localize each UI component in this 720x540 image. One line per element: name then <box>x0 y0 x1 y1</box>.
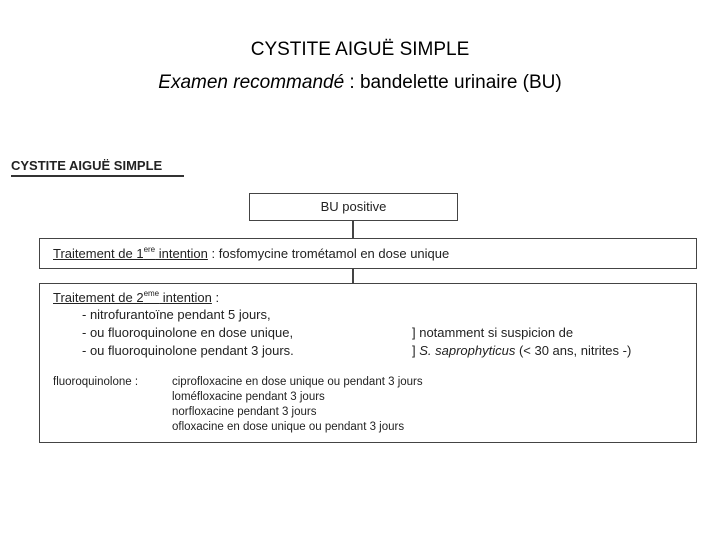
saprophyticus-note-line2: ] S. saprophyticus (< 30 ans, nitrites -) <box>412 343 632 358</box>
bu-positive-label: BU positive <box>320 199 387 214</box>
species-name: S. saprophyticus <box>419 343 516 358</box>
heading-underline <box>11 175 184 177</box>
saprophyticus-note-line1: ] notamment si suspicion de <box>412 325 574 340</box>
connector-line-middle <box>352 269 354 283</box>
second-line-colon: : <box>211 290 220 305</box>
option-item: - ou fluoroquinolone en dose unique, <box>82 325 294 340</box>
option-item: - nitrofurantoïne pendant 5 jours, <box>82 307 271 322</box>
subtitle-italic: Examen recommandé <box>158 72 345 93</box>
bu-positive-box <box>249 193 458 221</box>
first-line-text: : fosfomycine trométamol en dose unique <box>207 246 450 261</box>
slide-subtitle <box>0 71 720 95</box>
fluoroquinolone-item: ciprofloxacine en dose unique ou pendant 3 jours <box>172 376 423 388</box>
fluoroquinolone-item: loméfloxacine pendant 3 jours <box>172 391 325 403</box>
slide-title: CYSTITE AIGUË SIMPLE <box>250 39 470 60</box>
first-line-label: Traitement de 1ere intention <box>53 245 208 261</box>
diagram-heading: CYSTITE AIGUË SIMPLE <box>11 158 163 173</box>
connector-line-top <box>352 221 354 238</box>
second-line-label: Traitement de 2eme intention <box>53 289 212 305</box>
fluoroquinolone-item: ofloxacine en dose unique ou pendant 3 jours <box>172 421 405 433</box>
subtitle-rest: : bandelette urinaire (BU) <box>344 72 562 93</box>
first-line-treatment-row <box>53 246 449 261</box>
second-line-header <box>53 290 219 305</box>
option-item: - ou fluoroquinolone pendant 3 jours. <box>82 343 294 358</box>
fluoroquinolone-item: norfloxacine pendant 3 jours <box>172 406 317 418</box>
fluoroquinolone-label: fluoroquinolone : <box>53 376 139 388</box>
